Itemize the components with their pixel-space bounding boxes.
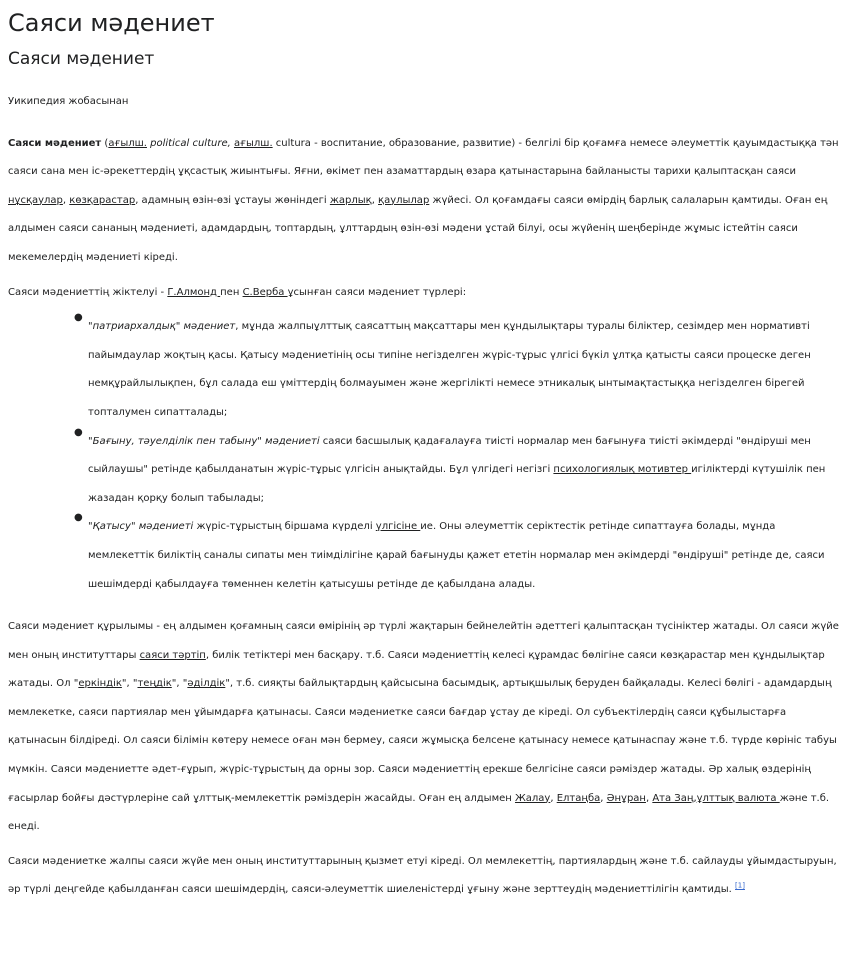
link-adildik[interactable]: әділдік bbox=[187, 678, 226, 690]
link-english-2[interactable]: ағылш. bbox=[233, 137, 273, 149]
reference-superscript bbox=[735, 882, 745, 890]
link-verba[interactable]: С.Верба bbox=[242, 286, 288, 298]
link-zhalau[interactable]: Жалау bbox=[514, 792, 551, 804]
bullet-icon: ● bbox=[74, 312, 83, 324]
culture-types-list bbox=[8, 313, 839, 599]
link-psychological-motives[interactable]: психологиялық мотивтер bbox=[553, 464, 692, 476]
bullet-icon: ● bbox=[74, 512, 83, 524]
list-item: ● "патриархалдық" мәдениет, мұнда жалпыұлттық саясаттың мақсаттары мен құндылықтары туралы біліктер, сезімдер мен нормативті пайымдаулар жоқтың қасы. Қатысу мәдениетінің осы типіне негізделген жүріс-тұрыс үлгісі бүкіл ұлтқа қатысты саяси процеске деген немқұрайлылықпен, бұл салада еш үміттердің болмауымен және жергілікті немесе этникалық ынтымақтастыққа негізделген бірегей топталумен сипатталады; bbox=[88, 313, 839, 427]
list-item: ● "Бағыну, тәуелділік пен табыну" мәдениеті саяси басшылық қадағалауға тиісті нормалар мен бағынуға тиісті әкімдерді "өндіруші мен сыйлаушы" ретінде қабылданатын жүріс-тұрыс үлгісін анықтайды. Бұл үлгідегі негізгі психологиялық мотивтер игіліктерді күтушілік пен жазадан қорқу болып табылады; bbox=[88, 428, 839, 514]
link-anuran[interactable]: Әнұран bbox=[606, 792, 646, 804]
classification-paragraph: Саяси мәдениеттің жіктелуі - Г.Алмонд пен С.Верба ұсынған саяси мәдениет түрлері: bbox=[8, 286, 467, 298]
article bbox=[0, 8, 847, 905]
link-ata-zan[interactable]: Ата Заң bbox=[652, 792, 694, 804]
link-zharlyk[interactable]: жарлық bbox=[329, 194, 372, 206]
link-ulttyk-valyuta[interactable]: ұлттық валюта bbox=[696, 792, 780, 804]
list-item: ● "Қатысу" мәдениеті жүріс-тұрыстың біршама күрделі үлгісіне ие. Оны әлеуметтік серіктестік ретінде сипаттауға болады, мұнда мемлекеттік биліктің саналы сипаты мен тиімділігіне қарай бағынуды қажет ететін нормалар мен әкімдерді "өндіруші" ретінде де, саяси шешімдерді қабылдауға төменнен келетін қатысушы ретінде де қабылдана алады. bbox=[88, 513, 839, 599]
page-title: Саяси мәдениет bbox=[8, 9, 215, 37]
final-paragraph: Саяси мәдениетке жалпы саяси жүйе мен оның институттарының қызмет етуі кіреді. Ол мемлекеттің, партиялардың және т.б. сайлауды ұйымдастыруын, әр түрлі деңгейде қабылданған саяси шешімдердің, саяси-әлеуметтік шиеленістерді ұғыну және зерттеудің мәдениеттілігін қамтиды. [1] bbox=[8, 855, 837, 896]
link-kaulylar[interactable]: қаулылар bbox=[378, 194, 430, 206]
link-erkindik[interactable]: еркіндік bbox=[78, 678, 122, 690]
link-english-1[interactable]: ағылш. bbox=[108, 137, 147, 149]
from-wikipedia-note: Уикипедия жобасынан bbox=[8, 96, 129, 107]
structure-paragraph: Саяси мәдениет құрылымы - ең алдымен қоғамның саяси өмірінің әр түрлі жақтарын бейнелейтін әдеттегі қалыптасқан түсініктер жатады. Ол саяси жүйе мен оның институттары саяси тәртіп, билік тетіктері мен басқару. т.б. Саяси мәдениеттің келесі құрамдас бөлігіне саяси көзқарастар мен құндылықтар жатады. Ол "еркіндік", "теңдік", "әділдік", т.б. сияқты байлықтардың қайсысына басымдық, артықшылық беруден байқалады. Келесі бөлігі - адамдардың мемлекетке, саяси партиялар мен ұйымдарға қатынасы. Саяси мәдениетке саяси бағдар ұстау де кіреді. Ол субъектілердің саяси құбылыстарға қатынасын білдіреді. Ол саяси білімін көтеру немесе оған мән бермеу, саяси жұмысқа белсене қатынасу немесе қатынаспау және т.б. түрде көрініс табуы мүмкін. Саяси мәдениетте әдет-ғұрып, жүріс-тұрыстың да орны зор. Саяси мәдениеттің ерекше белгісіне саяси рәміздер жатады. Әр халық өздерінің ғасырлар бойғы дәстүрлеріне сай ұлттық-мемлекеттік рәміздерін жасайды. Оған ең алдымен Жалау, Елтаңба, Әнұран, Ата Заң,ұлттық валюта және т.б. енеді. bbox=[8, 621, 839, 833]
link-nuskaular[interactable]: нұсқаулар bbox=[8, 194, 63, 206]
link-sayasi-tartip[interactable]: саяси тәртіп bbox=[139, 649, 206, 661]
article-term: Саяси мәдениет bbox=[8, 137, 102, 149]
intro-paragraph: Саяси мәдениет (ағылш. political culture, ағылш. cultura - воспитание, образование, развитие) - белгілі бір қоғамға немесе әлеуметтік қауымдастыққа тән саяси сана мен іс-әрекеттердің ұқсастық жиынтығы. Яғни, өкімет пен азаматтардың өзара қатынастарына байланысты тарихи қалыптасқан саяси нұсқаулар, көзқарастар, адамның өзін-өзі ұстауы жөніндегі жарлық, қаулылар жүйесі. Ол қоғамдағы саяси өмірдің барлық салаларын қамтиды. Оған ең алдымен саяси сананың мәдениеті, адамдардың, топтардың, ұлттардың өзін-өзі мәдени ұстай білуі, осы жүйенің шеңберінде жұмыс істейтін саяси мекемелердің мәдениеті кіреді. bbox=[8, 137, 839, 263]
link-eltanba[interactable]: Елтаңба bbox=[556, 792, 601, 804]
link-almond[interactable]: Г.Алмонд bbox=[167, 286, 221, 298]
reference-link[interactable]: [1] bbox=[735, 882, 745, 891]
article-heading: Саяси мәдениет bbox=[8, 49, 155, 69]
link-kozqarastar[interactable]: көзқарастар bbox=[69, 194, 136, 206]
bullet-icon: ● bbox=[74, 426, 83, 438]
link-tendik[interactable]: теңдік bbox=[137, 678, 172, 690]
link-ulgisine[interactable]: үлгісіне bbox=[375, 521, 421, 533]
